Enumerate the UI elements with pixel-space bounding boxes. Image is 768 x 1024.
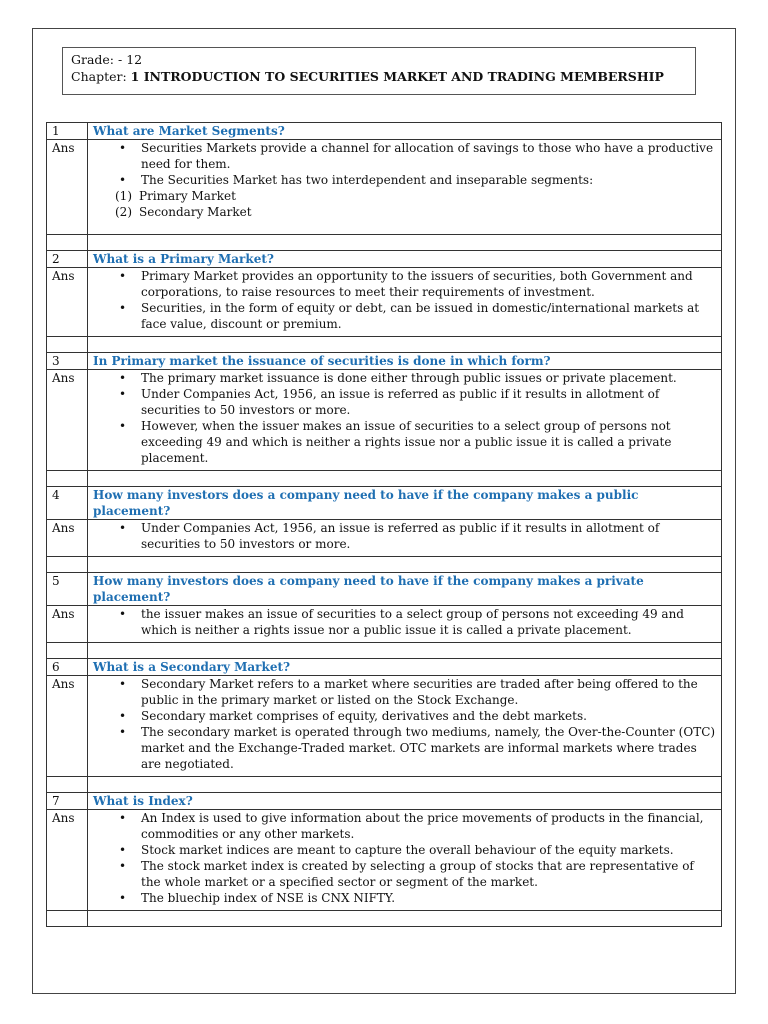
numbered-item-index: (2) <box>115 205 132 219</box>
spacer-row <box>47 235 722 251</box>
answer-label: Ans <box>47 140 88 235</box>
question-number: 3 <box>47 353 88 370</box>
answer-bullet: • Primary Market provides an opportunity to the issuers of securities, both Government and corporations, to raise resources to meet their requirements of investment. <box>141 268 716 300</box>
answer-label: Ans <box>47 370 88 471</box>
answer-label: Ans <box>47 810 88 911</box>
spacer-cell <box>47 643 88 659</box>
question-row <box>47 123 722 140</box>
answer-bullets <box>93 606 716 642</box>
answer-bullet: • Secondary Market refers to a market where securities are traded after being offered to the public in the primary market or listed on the Stock Exchange. <box>141 676 716 708</box>
answer-bullet: • The bluechip index of NSE is CNX NIFTY. <box>141 890 716 906</box>
answer-row <box>47 606 722 643</box>
answer-cell <box>88 140 722 235</box>
answer-cell <box>88 520 722 557</box>
answer-cell <box>88 606 722 643</box>
grade-line: Grade: - 12 <box>71 52 143 67</box>
question-row <box>47 251 722 268</box>
answer-cell <box>88 370 722 471</box>
spacer-cell <box>47 557 88 573</box>
spacer-cell <box>47 911 88 927</box>
spacer-cell <box>47 235 88 251</box>
question-number: 5 <box>47 573 88 606</box>
question-text: How many investors does a company need to have if the company makes a public placement? <box>88 487 722 520</box>
answer-bullet: • The secondary market is operated through two mediums, namely, the Over-the-Counter (OTC) market and the Exchange-Traded market. OTC markets are informal markets where trades are negotiated. <box>141 724 716 772</box>
answer-bullet: • Secondary market comprises of equity, derivatives and the debt markets. <box>141 708 716 724</box>
answer-label: Ans <box>47 520 88 557</box>
header-box <box>62 47 696 95</box>
spacer-row <box>47 777 722 793</box>
answer-bullet: • Securities Markets provide a channel for allocation of savings to those who have a productive need for them. <box>141 140 716 172</box>
numbered-item <box>93 188 716 204</box>
answer-bullets <box>93 268 716 336</box>
question-number: 6 <box>47 659 88 676</box>
chapter-line <box>71 68 687 85</box>
answer-label: Ans <box>47 676 88 777</box>
qa-table <box>46 122 722 927</box>
numbered-item-text: Secondary Market <box>139 205 252 219</box>
spacer-row <box>47 911 722 927</box>
answer-label: Ans <box>47 268 88 337</box>
answer-numbered-list <box>93 188 716 234</box>
answer-bullet: • An Index is used to give information about the price movements of products in the financial, commodities or any other markets. <box>141 810 716 842</box>
spacer-cell <box>88 235 722 251</box>
answer-bullets <box>93 520 716 556</box>
question-text: What is a Primary Market? <box>88 251 722 268</box>
answer-bullet: • However, when the issuer makes an issue of securities to a select group of persons not exceeding 49 and which is neither a rights issue nor a public issue it is called a private placement. <box>141 418 716 466</box>
question-number: 1 <box>47 123 88 140</box>
answer-row <box>47 810 722 911</box>
answer-bullets <box>93 370 716 470</box>
answer-bullet: • Stock market indices are meant to capture the overall behaviour of the equity markets. <box>141 842 716 858</box>
numbered-item <box>93 204 716 220</box>
question-row <box>47 659 722 676</box>
spacer-cell <box>88 471 722 487</box>
answer-bullet: • The stock market index is created by selecting a group of stocks that are representative of the whole market or a specified sector or segment of the market. <box>141 858 716 890</box>
question-text: What are Market Segments? <box>88 123 722 140</box>
question-text: In Primary market the issuance of securities is done in which form? <box>88 353 722 370</box>
question-row <box>47 573 722 606</box>
question-number: 2 <box>47 251 88 268</box>
chapter-prefix: Chapter: <box>71 69 131 84</box>
chapter-title: 1 INTRODUCTION TO SECURITIES MARKET AND TRADING MEMBERSHIP <box>130 69 664 84</box>
question-text: How many investors does a company need to have if the company makes a private placement? <box>88 573 722 606</box>
spacer-cell <box>88 911 722 927</box>
question-row <box>47 793 722 810</box>
answer-bullets <box>93 810 716 910</box>
answer-cell <box>88 810 722 911</box>
answer-bullets <box>93 676 716 776</box>
question-row <box>47 487 722 520</box>
spacer-cell <box>88 557 722 573</box>
answer-bullet: • Under Companies Act, 1956, an issue is referred as public if it results in allotment of securities to 50 investors or more. <box>141 386 716 418</box>
spacer-cell <box>88 777 722 793</box>
answer-bullet: • the issuer makes an issue of securities to a select group of persons not exceeding 49 and which is neither a rights issue nor a public issue it is called a private placement. <box>141 606 716 638</box>
numbered-item-index: (1) <box>115 189 132 203</box>
answer-row <box>47 370 722 471</box>
answer-bullet: • Securities, in the form of equity or debt, can be issued in domestic/international markets at face value, discount or premium. <box>141 300 716 332</box>
answer-bullet: • Under Companies Act, 1956, an issue is referred as public if it results in allotment of securities to 50 investors or more. <box>141 520 716 552</box>
numbered-item-text: Primary Market <box>139 189 236 203</box>
question-number: 7 <box>47 793 88 810</box>
spacer-cell <box>47 777 88 793</box>
spacer-row <box>47 557 722 573</box>
answer-label: Ans <box>47 606 88 643</box>
question-row <box>47 353 722 370</box>
spacer-cell <box>88 337 722 353</box>
spacer-cell <box>88 643 722 659</box>
answer-cell <box>88 676 722 777</box>
question-text: What is a Secondary Market? <box>88 659 722 676</box>
spacer-row <box>47 471 722 487</box>
spacer-cell <box>47 471 88 487</box>
answer-row <box>47 140 722 235</box>
answer-row <box>47 268 722 337</box>
spacer-row <box>47 337 722 353</box>
answer-bullet: • The Securities Market has two interdependent and inseparable segments: <box>141 172 716 188</box>
answer-row <box>47 676 722 777</box>
question-text: What is Index? <box>88 793 722 810</box>
answer-bullets <box>93 140 716 192</box>
answer-bullet: • The primary market issuance is done either through public issues or private placement. <box>141 370 716 386</box>
answer-cell <box>88 268 722 337</box>
spacer-cell <box>47 337 88 353</box>
answer-row <box>47 520 722 557</box>
question-number: 4 <box>47 487 88 520</box>
spacer-row <box>47 643 722 659</box>
